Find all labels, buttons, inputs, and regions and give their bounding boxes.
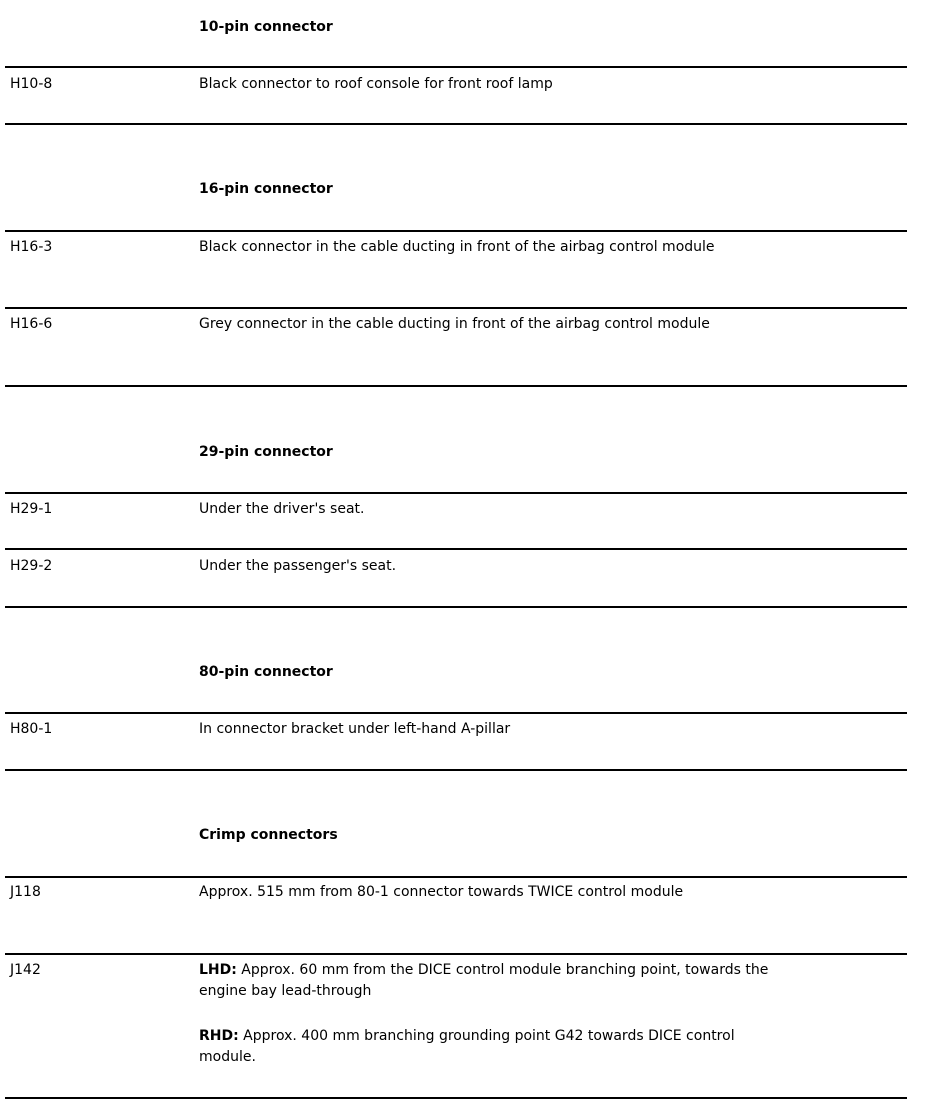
- divider: [5, 953, 907, 955]
- connector-id: H10-8: [10, 76, 53, 92]
- divider: [5, 492, 907, 494]
- section-heading: 29-pin connector: [199, 444, 333, 460]
- lhd-note: [199, 960, 769, 1002]
- section-heading: 80-pin connector: [199, 664, 333, 680]
- divider: [5, 606, 907, 608]
- connector-id: J142: [10, 962, 41, 978]
- divider: [5, 385, 907, 387]
- divider: [5, 769, 907, 771]
- lhd-text: Approx. 60 mm from the DICE control module branching point, towards the engine bay lead-through: [199, 962, 769, 999]
- connector-id: H29-2: [10, 558, 53, 574]
- connector-id: H16-6: [10, 316, 53, 332]
- connector-location: Approx. 515 mm from 80-1 connector towards TWICE control module: [199, 884, 684, 900]
- connector-location: [199, 960, 769, 1092]
- rhd-text: Approx. 400 mm branching grounding point G42 towards DICE control module.: [199, 1028, 735, 1065]
- divider: [5, 548, 907, 550]
- divider: [5, 712, 907, 714]
- connector-location: Grey connector in the cable ducting in front of the airbag control module: [199, 316, 710, 332]
- divider: [5, 1097, 907, 1099]
- divider: [5, 123, 907, 125]
- section-heading: 10-pin connector: [199, 19, 333, 35]
- connector-location: Under the passenger's seat.: [199, 558, 397, 574]
- section-heading: Crimp connectors: [199, 827, 338, 843]
- connector-location: In connector bracket under left-hand A-pillar: [199, 721, 511, 737]
- connector-id: H29-1: [10, 501, 53, 517]
- rhd-label: RHD:: [199, 1028, 239, 1044]
- connector-id: H16-3: [10, 239, 53, 255]
- connector-id: J118: [10, 884, 41, 900]
- rhd-note: [199, 1026, 769, 1068]
- divider: [5, 230, 907, 232]
- lhd-label: LHD:: [199, 962, 237, 978]
- connector-location: Black connector in the cable ducting in front of the airbag control module: [199, 239, 715, 255]
- divider: [5, 307, 907, 309]
- connector-location: Under the driver's seat.: [199, 501, 365, 517]
- connector-id: H80-1: [10, 721, 53, 737]
- divider: [5, 66, 907, 68]
- divider: [5, 876, 907, 878]
- connector-location: Black connector to roof console for front roof lamp: [199, 76, 553, 92]
- section-heading: 16-pin connector: [199, 181, 333, 197]
